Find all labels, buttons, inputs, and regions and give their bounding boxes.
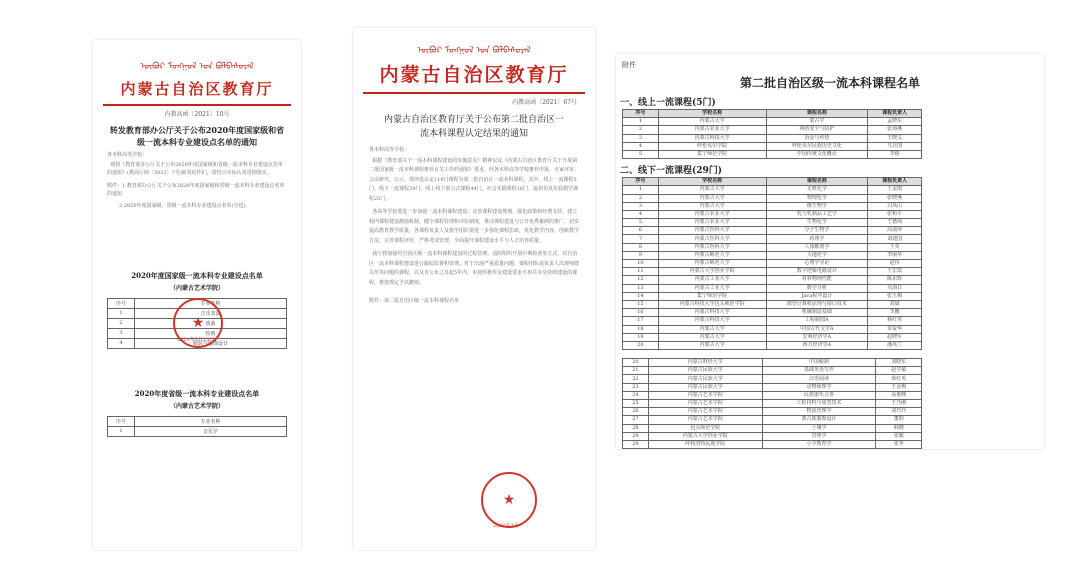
table-cell: 13 bbox=[623, 284, 659, 292]
table-cell: 材料物理性能 bbox=[766, 276, 868, 284]
table-cell: 李鹏 bbox=[868, 309, 922, 317]
table-cell: 10 bbox=[623, 260, 659, 268]
table-cell: 张晓燕 bbox=[868, 194, 922, 202]
table-cell: 内蒙古医科大学 bbox=[658, 227, 766, 235]
table2-title: 2020年度省级一流本科专业建设点名单 bbox=[134, 388, 260, 398]
table-cell: 8 bbox=[623, 243, 659, 251]
table-row bbox=[623, 333, 922, 341]
table-row bbox=[623, 276, 922, 284]
table-cell: 29 bbox=[623, 440, 649, 448]
table-cell: 物流管理学 bbox=[762, 408, 876, 416]
table-cell: 1 bbox=[108, 308, 135, 318]
table2 bbox=[107, 416, 287, 437]
table-row bbox=[623, 268, 922, 276]
table-row bbox=[623, 126, 922, 134]
offline-courses-table bbox=[622, 177, 922, 350]
header-school: 学校名称 bbox=[658, 178, 766, 186]
table-cell: 张海燕 bbox=[868, 126, 922, 134]
table-cell: 微生物学 bbox=[766, 202, 868, 210]
table-cell: 机械制造基础 bbox=[766, 309, 868, 317]
table-cell: 王乃刚 bbox=[876, 400, 922, 408]
table-cell: 内蒙古农业大学 bbox=[658, 219, 766, 227]
table-cell: 1 bbox=[623, 186, 659, 194]
agency-name: 内蒙古自治区教育厅 bbox=[379, 64, 569, 86]
table1-header-major: 专业名称 bbox=[135, 298, 287, 308]
table-cell: 王金凯 bbox=[868, 186, 922, 194]
table-row bbox=[623, 367, 922, 375]
table-cell: 内蒙古科技大学 bbox=[658, 134, 766, 142]
table-cell: 戏曲 bbox=[135, 318, 287, 328]
table-cell: 高丽萍 bbox=[868, 227, 922, 235]
table-cell: 工程材料与成型技术 bbox=[762, 400, 876, 408]
official-seal: ★ bbox=[173, 298, 223, 348]
table-cell: Java程序设计 bbox=[766, 292, 868, 300]
table-cell: 赵晓军 bbox=[868, 333, 922, 341]
table-cell: 刘斌 bbox=[868, 300, 922, 308]
table-cell: 20 bbox=[623, 359, 649, 367]
table-cell: 绘画 bbox=[135, 328, 287, 338]
table-cell: 蒙古学 bbox=[766, 118, 868, 126]
agency-name: 内蒙古自治区教育厅 bbox=[120, 80, 274, 98]
table-cell: 内蒙古农业大学 bbox=[658, 126, 766, 134]
document-title: 内蒙古自治区教育厅关于公布第二批自治区一流本科课程认定结果的通知 bbox=[383, 115, 564, 139]
table-row bbox=[623, 142, 922, 150]
table-cell: 韩晓 bbox=[876, 424, 922, 432]
table-cell: 内蒙古大学创业学院 bbox=[658, 268, 766, 276]
table-row bbox=[623, 186, 922, 194]
table-cell: 集宁师范学院 bbox=[658, 292, 766, 300]
table-cell: 数学分析 bbox=[766, 284, 868, 292]
table-cell: 1 bbox=[623, 118, 659, 126]
table-row bbox=[623, 284, 922, 292]
document-number: 内教高函〔2021〕67号 bbox=[512, 99, 577, 106]
table-cell: 内蒙古民族大学 bbox=[648, 383, 762, 391]
section-online: 一、线上一流课程(5门) bbox=[620, 98, 716, 108]
header-no: 序号 bbox=[623, 110, 659, 118]
table-cell: 西方经济学A bbox=[766, 341, 868, 349]
header-lead: 课程负责人 bbox=[868, 110, 922, 118]
table-cell: 杨红英 bbox=[868, 317, 922, 325]
table-row bbox=[623, 210, 922, 218]
table-cell: 王金梅 bbox=[876, 383, 922, 391]
table1-header-no: 序号 bbox=[108, 298, 135, 308]
body-text-2: 各高等学校要进一步加强一流本科课程建设，完善课程建设规划，强化政策和经费支持，建立校内课程建设激励机制，健全课程管理和评价制度，推动课程建设与公开优秀案例的推广，切实提高教育教学质量。各课程负责人及教学团队要进一步强化课程思政，优化教学内容，创新教学方法，完善课程评价，严格考试管理，全面提升课程建设水平与人才培养质量。 bbox=[369, 209, 580, 244]
table-cell: 民族器乐合奏 bbox=[762, 391, 876, 399]
table-cell: 物理化学 bbox=[766, 194, 868, 202]
table-cell: 王英 bbox=[868, 243, 922, 251]
table-cell: 张和平 bbox=[868, 210, 922, 218]
document-number: 内教高函〔2021〕10号 bbox=[164, 111, 230, 118]
table-cell: 17 bbox=[623, 317, 659, 325]
table-cell: 内蒙古大学 bbox=[658, 341, 766, 349]
table-cell: 董昀 bbox=[876, 416, 922, 424]
header-no: 序号 bbox=[623, 178, 659, 186]
online-courses-table bbox=[622, 109, 922, 159]
table-cell: 冶金与传热 bbox=[766, 134, 868, 142]
table-cell: 内蒙古大学 bbox=[658, 194, 766, 202]
table-cell: 2 bbox=[623, 126, 659, 134]
table-cell: 12 bbox=[623, 276, 659, 284]
table-cell: 张华 bbox=[876, 440, 922, 448]
table-row bbox=[623, 243, 922, 251]
table-row bbox=[623, 309, 922, 317]
table-cell: 22 bbox=[623, 375, 649, 383]
table-cell: 24 bbox=[623, 391, 649, 399]
table-cell: 心理学导论 bbox=[766, 260, 868, 268]
table-row bbox=[623, 416, 922, 424]
table-cell: 大地化学 bbox=[766, 251, 868, 259]
table-cell: 内蒙古大学 bbox=[658, 186, 766, 194]
table-cell: 3 bbox=[623, 202, 659, 210]
table-cell: 11 bbox=[623, 268, 659, 276]
official-seal: ★ bbox=[481, 472, 537, 528]
issue-date: 2021年1月 bbox=[493, 523, 519, 529]
table-row bbox=[623, 292, 922, 300]
table-cell: 王宏霞 bbox=[868, 268, 922, 276]
table-cell: 2 bbox=[623, 194, 659, 202]
table-cell: 4 bbox=[623, 210, 659, 218]
table-row bbox=[623, 202, 922, 210]
table-cell: 中国古代文学A bbox=[766, 325, 868, 333]
table-cell: 内蒙古工业大学 bbox=[658, 276, 766, 284]
table-row bbox=[623, 383, 922, 391]
document-page-3 bbox=[616, 54, 1044, 449]
table-cell: 乌日图 bbox=[868, 142, 922, 150]
table-cell: 28 bbox=[623, 424, 649, 432]
table-row bbox=[623, 227, 922, 235]
table-cell: 4 bbox=[108, 338, 135, 348]
table-row bbox=[623, 194, 922, 202]
table2-header-major: 专业名称 bbox=[135, 416, 287, 426]
table-cell: 3 bbox=[108, 328, 135, 338]
table-cell: 内蒙古医科大学 bbox=[658, 235, 766, 243]
table-row bbox=[623, 325, 922, 333]
table-cell: 无机化学 bbox=[766, 186, 868, 194]
table-cell: 内蒙古科技大学包头师范学院 bbox=[658, 300, 766, 308]
attachment-note: 附件：第二批自治区级一流本科课程名单 bbox=[369, 298, 460, 305]
addressee: 各本科高等学校： bbox=[369, 147, 410, 153]
table-cell: 2 bbox=[108, 318, 135, 328]
table-cell: 白凤山 bbox=[868, 202, 922, 210]
table-cell: 26 bbox=[623, 408, 649, 416]
table-row bbox=[623, 150, 922, 158]
table-cell: 内蒙古科技大学 bbox=[658, 317, 766, 325]
table-cell: 潘凤兰 bbox=[868, 341, 922, 349]
table-row bbox=[623, 341, 922, 349]
table-cell: 23 bbox=[623, 383, 649, 391]
table-cell: 动物病理学 bbox=[762, 383, 876, 391]
table-cell: 王晓义 bbox=[868, 134, 922, 142]
table-cell: 生物化学 bbox=[766, 219, 868, 227]
table-cell: 16 bbox=[623, 309, 659, 317]
table-cell: 音乐学 bbox=[135, 426, 287, 436]
table-cell: 徐红英 bbox=[876, 375, 922, 383]
table-cell: 14 bbox=[623, 292, 659, 300]
table-cell: 中国税制 bbox=[762, 359, 876, 367]
table-row bbox=[623, 219, 922, 227]
table-cell: 内蒙古财经大学 bbox=[648, 359, 762, 367]
table-cell: 吴海日 bbox=[868, 284, 922, 292]
table-cell: 内蒙古艺术学院 bbox=[648, 408, 762, 416]
table-row bbox=[623, 391, 922, 399]
table-row bbox=[623, 317, 922, 325]
table-cell: 内蒙古民族大学 bbox=[648, 375, 762, 383]
attachment-note-2: 2.2020年度国家级、省级一流本科专业建设点名单(分送) bbox=[119, 202, 246, 209]
table-row bbox=[623, 400, 922, 408]
table-cell: 王德海 bbox=[868, 219, 922, 227]
table-cell: 张敏 bbox=[876, 432, 922, 440]
red-divider bbox=[363, 92, 585, 94]
table-cell: 汉语阅读 bbox=[762, 375, 876, 383]
table-cell: 20 bbox=[623, 341, 659, 349]
table-cell: 微型计算机原理与接口技术 bbox=[766, 300, 868, 308]
table-cell: 呼伦贝尔民族历史文化 bbox=[766, 142, 868, 150]
table-cell: 6 bbox=[623, 227, 659, 235]
table-row bbox=[623, 359, 922, 367]
table-cell: 小学教育学 bbox=[762, 440, 876, 448]
table-cell: 刘晓东 bbox=[876, 359, 922, 367]
section-offline: 二、线下一流课程(29门) bbox=[620, 166, 723, 177]
table-cell: 高俊峰 bbox=[876, 391, 922, 399]
table2-header-no: 序号 bbox=[108, 416, 135, 426]
table-cell: 服装与服饰设计 bbox=[135, 338, 287, 348]
body-text-3: 我厅将加强对自治区级一流本科课程建设的过程管理，适时组织开展中期检查等方式，对自治区一流本科课程建设进行跟踪监督和管理。对于出现严重质量问题、课程团队或负责人出现师德失范等问题的课程，以及自公布之日起5年内，未按照推荐及建设要求不再共享及持续建设的课程，将按规定予以撤销。 bbox=[369, 251, 580, 286]
table-cell: 蒙古族服饰设计 bbox=[762, 416, 876, 424]
header-course: 课程名称 bbox=[766, 178, 868, 186]
table-row bbox=[623, 432, 922, 440]
table-cell: 27 bbox=[623, 416, 649, 424]
table-cell: 内蒙古大学 bbox=[658, 333, 766, 341]
table-cell: 基础英语写作 bbox=[762, 367, 876, 375]
table-cell: 21 bbox=[623, 367, 649, 375]
table-cell: 朱爱华 bbox=[868, 325, 922, 333]
table-cell: 5 bbox=[623, 219, 659, 227]
table-row bbox=[623, 300, 922, 308]
table-cell: 陈东辉 bbox=[868, 276, 922, 284]
table-cell: 内蒙古医科大学 bbox=[658, 243, 766, 251]
table-cell: 内蒙古民族大学 bbox=[648, 367, 762, 375]
table-cell: 29 bbox=[623, 432, 649, 440]
list-title: 第二批自治区级一流本科课程名单 bbox=[739, 76, 920, 90]
table-cell: 内蒙古艺术学院 bbox=[648, 416, 762, 424]
document-title: 转发教育部办公厅关于公布2020年度国家级和省级一流本科专业建设点名单的通知 bbox=[109, 125, 285, 147]
attachment-label: 附件 bbox=[622, 61, 636, 69]
table-cell: 4 bbox=[623, 142, 659, 150]
table-cell: 18 bbox=[623, 325, 659, 333]
table-row bbox=[623, 440, 922, 448]
table-cell: 刘建国 bbox=[868, 235, 922, 243]
table-row bbox=[623, 375, 922, 383]
table-cell: 25 bbox=[623, 400, 649, 408]
header-school: 学校名称 bbox=[658, 110, 766, 118]
table-cell: 宏观经济学A bbox=[766, 333, 868, 341]
table-cell: 赵伟 bbox=[868, 260, 922, 268]
table-cell: 内蒙古大学 bbox=[658, 202, 766, 210]
header-lead: 课程负责人 bbox=[868, 178, 922, 186]
table-cell: 人体解剖学 bbox=[766, 243, 868, 251]
table-cell: 内蒙古艺术学院 bbox=[648, 400, 762, 408]
table-cell: 内蒙古大学 bbox=[658, 325, 766, 333]
attachment-note: 附件：1.教育部办公厅关于公布2020年度国家级和省级一流本科专业建设点名单的通知 bbox=[107, 183, 285, 197]
table-row bbox=[623, 118, 922, 126]
table-cell: 赵学敏 bbox=[876, 367, 922, 375]
table-cell: 张玉梅 bbox=[868, 292, 922, 300]
table-cell: 药理学 bbox=[766, 235, 868, 243]
table-cell: 管理学 bbox=[762, 432, 876, 440]
table-cell: 呼伦贝尔学院 bbox=[658, 142, 766, 150]
table-cell: 3 bbox=[623, 134, 659, 142]
offline-courses-table-continued bbox=[622, 358, 922, 449]
addressee: 各本科高等学校： bbox=[107, 152, 148, 158]
table-row bbox=[623, 408, 922, 416]
table-cell: 包头师范学院 bbox=[648, 424, 762, 432]
table-cell: 内蒙古科技大学 bbox=[658, 309, 766, 317]
table-cell: 15 bbox=[623, 300, 659, 308]
red-divider bbox=[103, 104, 291, 106]
table-cell: 分子生物学 bbox=[766, 227, 868, 235]
table-cell: 集宁师范学院 bbox=[658, 150, 766, 158]
table-cell: 土壤学 bbox=[762, 424, 876, 432]
table-cell: 5 bbox=[623, 150, 659, 158]
table2-subtitle: （内蒙古艺术学院） bbox=[169, 402, 224, 410]
table-cell: 音乐表演 bbox=[135, 308, 287, 318]
table-cell: 孟晓东 bbox=[868, 118, 922, 126]
table1-subtitle: （内蒙古艺术学院） bbox=[169, 284, 224, 292]
table-cell: 网络安全与防护 bbox=[766, 126, 868, 134]
table-row bbox=[623, 134, 922, 142]
table-cell: 内蒙古农业大学 bbox=[658, 210, 766, 218]
table-cell: 中国传统文化概论 bbox=[766, 150, 868, 158]
table-cell: 9 bbox=[623, 251, 659, 259]
table-cell: 1 bbox=[108, 426, 135, 436]
table-cell: 内蒙古大学创业学院 bbox=[648, 432, 762, 440]
mongolian-header: ᠥᠪᠥᠷ ᠮᠣᠩᠭᠣᠯ ᠤᠨ ᠪᠣᠯᠪᠠᠰᠤᠷᠠᠯ bbox=[417, 46, 531, 56]
table-cell: 刘巧玲 bbox=[876, 408, 922, 416]
table-cell: 数字逻辑电路设计 bbox=[766, 268, 868, 276]
table-cell: 李俊 bbox=[868, 150, 922, 158]
table-row bbox=[623, 251, 922, 259]
table-cell: 内蒙古大学 bbox=[658, 118, 766, 126]
document-page-2 bbox=[353, 28, 595, 550]
document-page-1 bbox=[93, 40, 301, 550]
table-row bbox=[623, 424, 922, 432]
table-cell: 内蒙古师范大学 bbox=[658, 260, 766, 268]
header-course: 课程名称 bbox=[766, 110, 868, 118]
table-cell: 7 bbox=[623, 235, 659, 243]
table-row bbox=[623, 260, 922, 268]
table-row bbox=[623, 235, 922, 243]
table-cell: 李丽华 bbox=[868, 251, 922, 259]
mongolian-header: ᠥᠪᠥᠷ ᠮᠣᠩᠭᠣᠯ ᠤᠨ ᠪᠣᠯᠪᠠᠰᠤᠷᠠᠯ bbox=[140, 62, 254, 72]
issue-date: 2021年3月25日 bbox=[177, 337, 215, 343]
table-cell: 乳与乳制品工艺学 bbox=[766, 210, 868, 218]
body-text-1: 根据《教育部关于一流本科课程建设的实施意见》精神以及《内蒙古自治区教育厅关于开展第二批国家级一流本科课程推荐有关工作的通知》要求，经各本科高等学校推荐申报、专家评审、会议研究、公示，现评选认定119门课程为第二批自治区一流本科课程。其中，线上一流课程5门，线下一流课程29门，线上线下混合式课程44门，社会实践课程16门，虚拟仿真实验教学课程25门。 bbox=[369, 157, 580, 202]
table1-title: 2020年度国家级一流本科专业建设点名单 bbox=[131, 270, 263, 280]
table-cell: 内蒙古工业大学 bbox=[658, 284, 766, 292]
table-cell: 内蒙古艺术学院 bbox=[648, 391, 762, 399]
table-cell: 内蒙古师范大学 bbox=[658, 251, 766, 259]
table-cell: 工程制图A bbox=[766, 317, 868, 325]
body-text: 现将《教育部办公厅关于公布2020年度国家级和省级一流本科专业建设点名单的通知》(教高厅函〔2021〕7号)转发给你们，请结合实际认真贯彻落实。 bbox=[107, 161, 283, 176]
table-cell: 19 bbox=[623, 333, 659, 341]
table-row bbox=[108, 426, 287, 436]
table-cell: 呼和浩特民族学院 bbox=[648, 440, 762, 448]
